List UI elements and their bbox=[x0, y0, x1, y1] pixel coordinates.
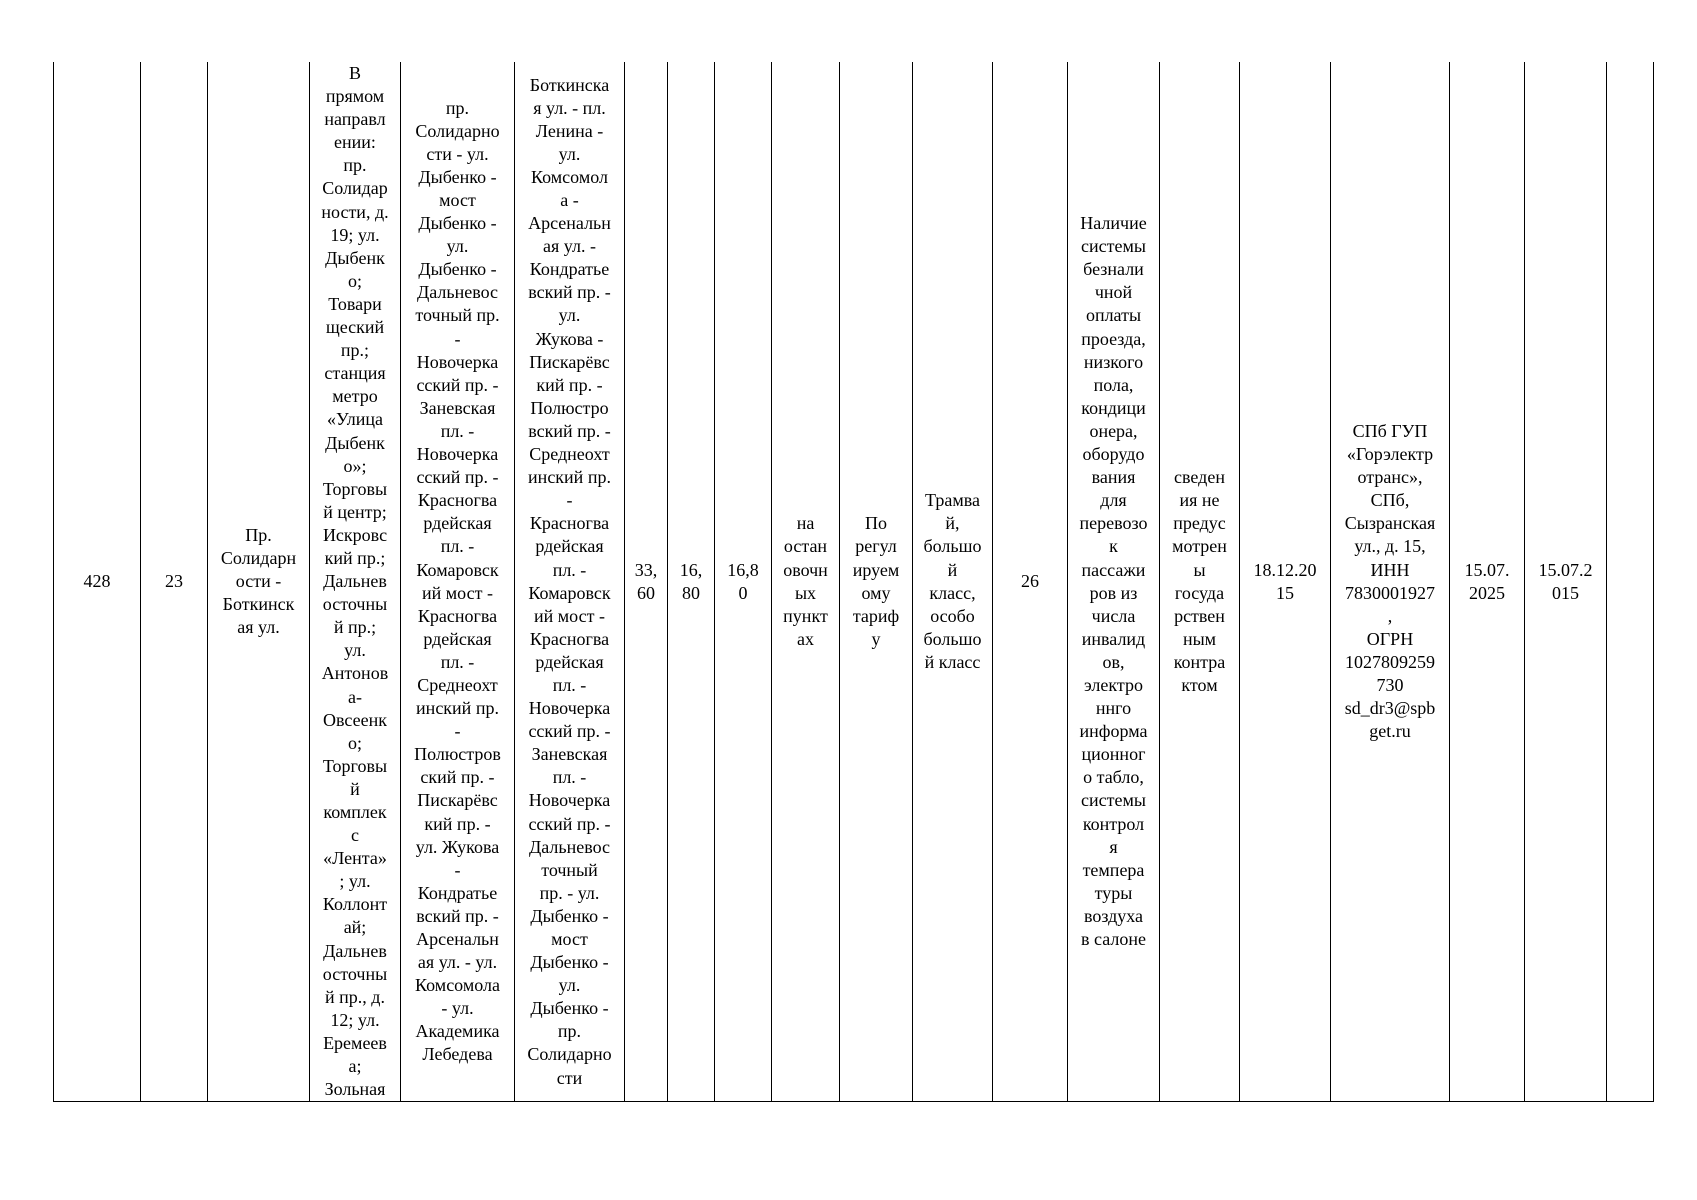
route-register-table bbox=[53, 62, 1654, 1102]
boarding-order-cell: на остан овочн ых пункт ах bbox=[772, 62, 840, 1102]
route-number-cell: 23 bbox=[141, 62, 208, 1102]
tariff-cell: По регул ируем ому тариф у bbox=[840, 62, 913, 1102]
date-2-cell: 15.07.2 015 bbox=[1525, 62, 1607, 1102]
length-forward-cell: 16, 80 bbox=[668, 62, 715, 1102]
vehicle-type-cell: Трамва й, большо й класс, особо большо й класс bbox=[913, 62, 993, 1102]
stops-cell: В прямом направл ении: пр. Солидар ности, д. 19; ул. Дыбенк о; Товари щеский пр.; станция метро «Улица Дыбенк о»; Торговы й центр; Искровс кий пр.; Дальнев осточны й пр.; ул. Антонов а- Овсеенк о; Торговы й комплек с «Лента» ; ул. Коллонт ай; Дальнев осточны й пр., д. 12; ул. Еремеев а; Зольная bbox=[310, 62, 401, 1102]
carrier-cell: СПб ГУП «Горэлектр отранс», СПб, Сызранская ул., д. 15, ИНН 7830001927 , ОГРН 1027809259 730 sd_dr3@spb get.ru bbox=[1331, 62, 1450, 1102]
vehicle-count-cell: 26 bbox=[993, 62, 1068, 1102]
date-1-cell: 15.07. 2025 bbox=[1450, 62, 1525, 1102]
reg-number-cell: 428 bbox=[54, 62, 141, 1102]
streets-forward-cell: пр. Солидарно сти - ул. Дыбенко - мост Дыбенко - ул. Дыбенко - Дальневос точный пр. - Новочерка сский пр. - Заневская пл. - Новочерка сский пр. - Красногва рдейская пл. - Комаровск ий мост - Красногва рдейская пл. - Среднеохт инский пр. - Полюстров ский пр. - Пискарёвс кий пр. - ул. Жукова - Кондратье вский пр. - Арсенальн ая ул. - ул. Комсомола - ул. Академика Лебедева bbox=[401, 62, 515, 1102]
route-name-cell: Пр. Солидарн ости - Боткинск ая ул. bbox=[208, 62, 310, 1102]
length-backward-cell: 16,8 0 bbox=[715, 62, 772, 1102]
vehicle-features-cell: Наличие системы безнали чной оплаты проезда, низкого пола, кондици онера, оборудо вания для перевозо к пассажи ров из числа инвалид ов, электро ннго информа ционног о табло, системы контрол я темпера туры воздуха в салоне bbox=[1068, 62, 1160, 1102]
contract-info-cell: сведен ия не предус мотрен ы госуда рствен ным контра ктом bbox=[1160, 62, 1240, 1102]
extra-cell bbox=[1607, 62, 1654, 1102]
length-total-cell: 33, 60 bbox=[625, 62, 668, 1102]
start-date-cell: 18.12.20 15 bbox=[1240, 62, 1331, 1102]
streets-backward-cell: Боткинска я ул. - пл. Ленина - ул. Комсомол а - Арсенальн ая ул. - Кондратье вский пр. - ул. Жукова - Пискарёвс кий пр. - Полюстро вский пр. - Среднеохт инский пр. - Красногва рдейская пл. - Комаровск ий мост - Красногва рдейская пл. - Новочерка сский пр. - Заневская пл. - Новочерка сский пр. - Дальневос точный пр. - ул. Дыбенко - мост Дыбенко - ул. Дыбенко - пр. Солидарно сти bbox=[515, 62, 625, 1102]
table-row bbox=[54, 62, 1654, 1102]
